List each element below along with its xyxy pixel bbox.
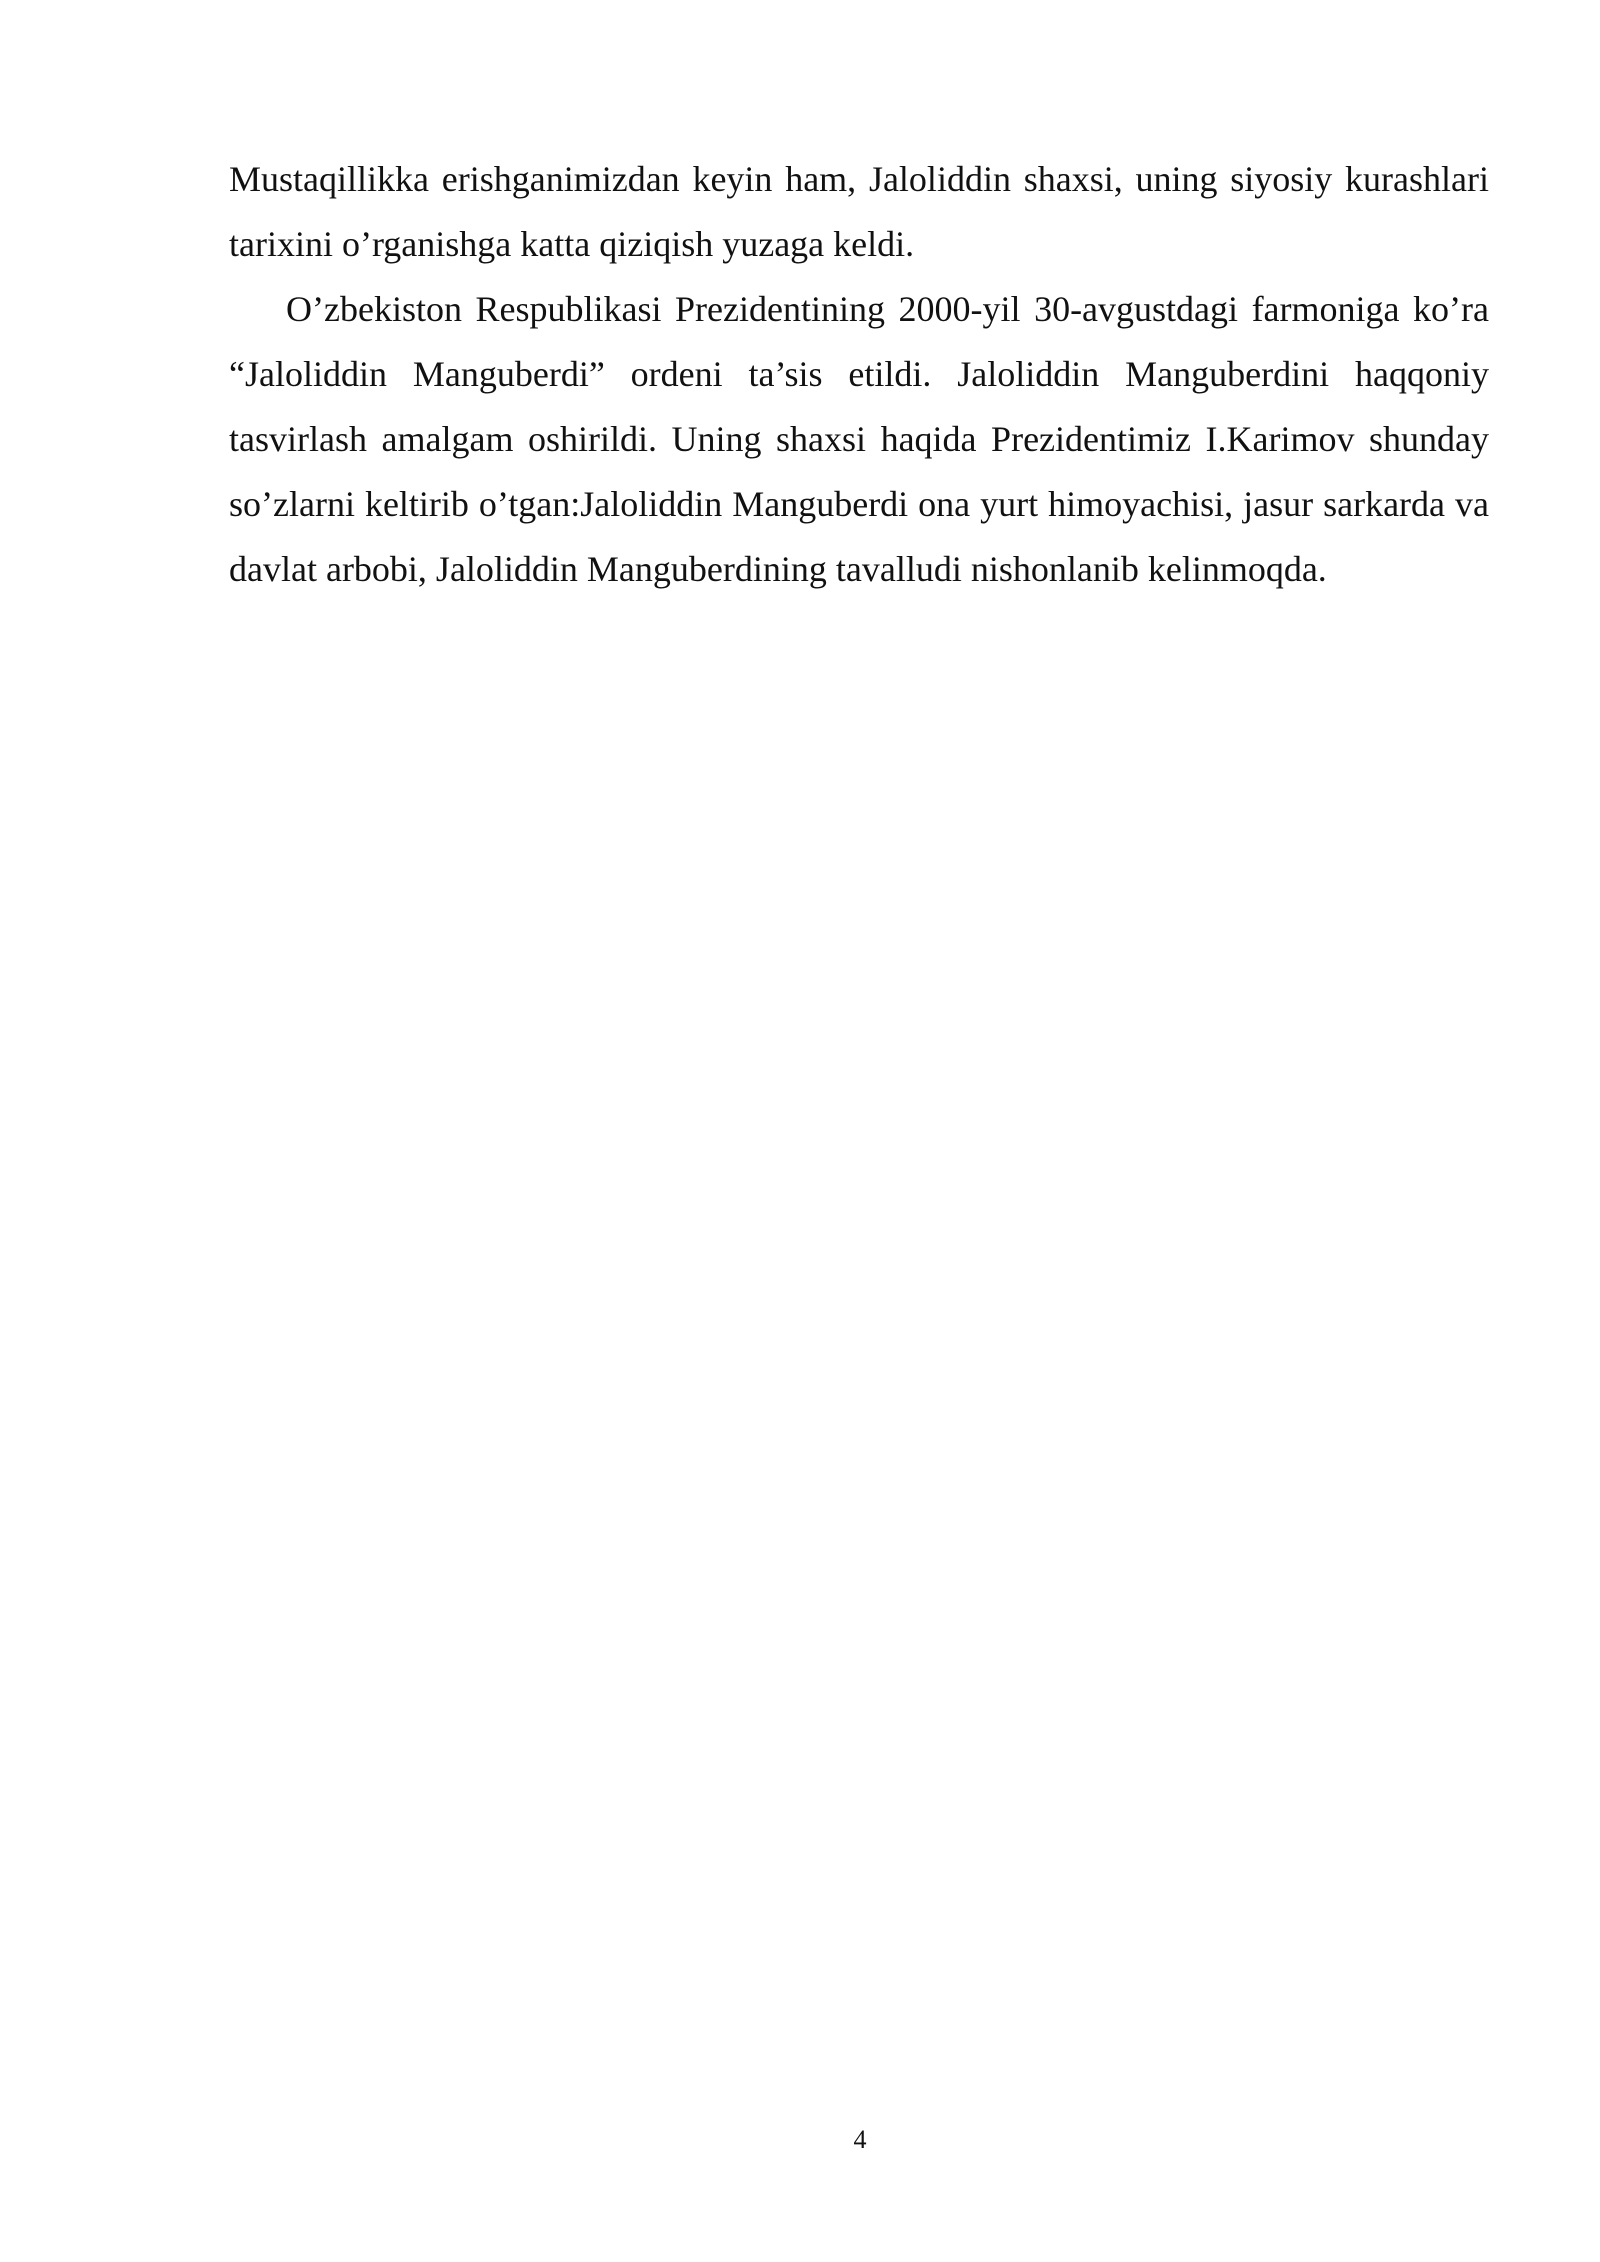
page-number: 4 <box>853 2125 867 2154</box>
body-text <box>229 147 1489 602</box>
paragraph-2: O’zbekiston Respublikasi Prezidentining 2000-yil 30-avgustdagi farmoniga ko’ra “Jaloliddin Manguberdi” ordeni ta’sis etildi. Jaloliddin Manguberdini haqqoniy tasvirlash amalgam oshirildi. Uning shaxsi haqida Prezidentimiz I.Karimov shunday so’zlarni keltirib o’tgan:Jaloliddin Manguberdi ona yurt himoyachisi, jasur sarkarda va davlat arbobi, Jaloliddin Manguberdining tavalludi nishonlanib kelinmoqda. <box>229 289 1489 589</box>
paragraph-1: Mustaqillikka erishganimizdan keyin ham, Jaloliddin shaxsi, uning siyosiy kurashlari tarixini o’rganishga katta qiziqish yuzaga keldi. <box>229 159 1489 264</box>
